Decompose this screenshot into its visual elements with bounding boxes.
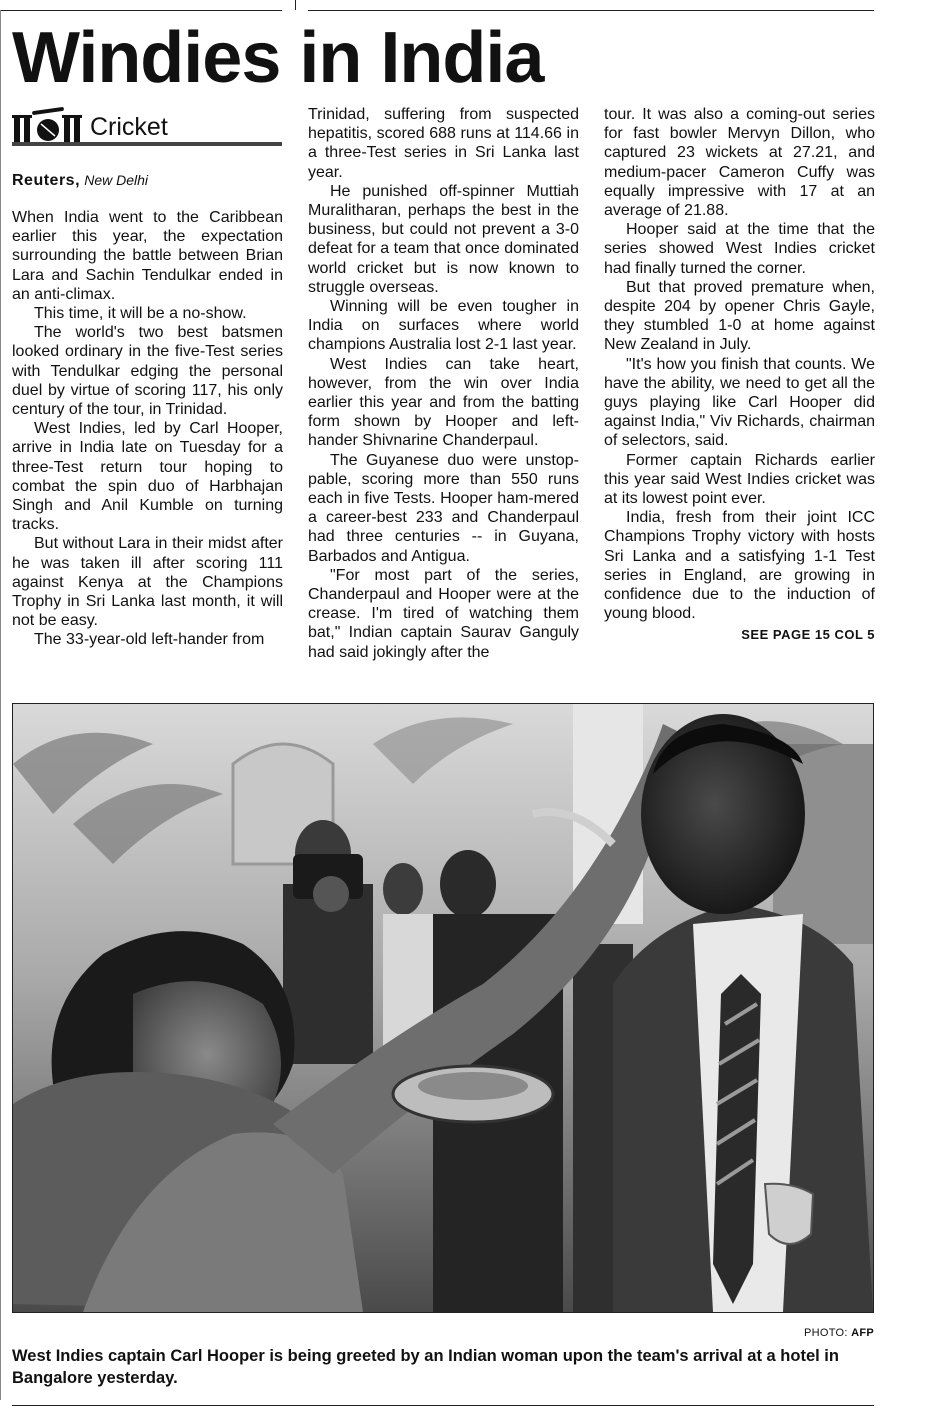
paragraph: Former captain Richards earlier this year said West Indies cricket was at its lowest point ever.: [604, 451, 875, 508]
paragraph: Hooper said at the time that the series showed West Indies cricket had finally turned the corner.: [604, 221, 875, 277]
paragraph: West Indies can take heart, however, from the win over India earlier this year and from the batting form shown by Hooper and left-hander Shivnarine Chanderpaul.: [308, 355, 579, 450]
paragraph: "For most part of the series, Chanderpaul and Hooper were at the crease. I'm tired of watching them bat," Indian captain Saurav Ganguly had said jokingly after the: [308, 566, 579, 661]
paragraph: He punished off-spinner Muttiah Muralitharan, perhaps the best in the business, but could not prevent a 3-0 defeat for a team that once dominated world cricket but is now known to struggle overseas.: [308, 182, 579, 296]
paragraph: "It's how you finish that counts. We have the ability, we need to get all the guys playing like Carl Hooper did against India," Viv Richards, chairman of selectors, said.: [604, 355, 875, 450]
section-label: Cricket: [90, 113, 168, 141]
paragraph: But without Lara in their midst after he was taken ill after scoring 111 against Kenya at the Champions Trophy in Sri Lanka last month, it will not be easy.: [12, 535, 283, 630]
byline: [12, 170, 148, 191]
section-tag: [12, 102, 282, 146]
bottom-rule: [12, 1405, 874, 1406]
byline-place: New Delhi: [84, 172, 149, 188]
paragraph: Trinidad, suffering from suspected hepatitis, scored 688 runs at 114.66 in a three-Test series in Sri Lanka last year.: [308, 106, 579, 181]
photo-credit: [804, 1327, 874, 1339]
paragraph: When India went to the Caribbean earlier this year, the expectation surrounding the battle between Brian Lara and Sachin Tendulkar ended in an anti-climax.: [12, 209, 283, 303]
continuation-note: SEE PAGE 15 COL 5: [741, 627, 875, 642]
photo-caption: West Indies captain Carl Hooper is being greeted by an Indian woman upon the team's arrival at a hotel in Bangalore yesterday.: [12, 1347, 839, 1387]
paragraph: But that proved premature when, despite 204 by opener Chris Gayle, they stumbled 1-0 at home against New Zealand in July.: [604, 278, 875, 354]
paragraph: The 33-year-old left-hander from: [34, 631, 265, 649]
paragraph: West Indies, led by Carl Hooper, arrive in India late on Tuesday for a three-Test return tour hoping to combat the spin duo of Harbhajan Singh and Anil Kumble on turning tracks.: [12, 420, 283, 534]
photo-credit-source: AFP: [851, 1327, 874, 1339]
byline-agency: Reuters,: [12, 172, 81, 189]
article-column-2: [308, 105, 579, 662]
cricket-stumps-icon: [12, 106, 84, 142]
photo-credit-label: PHOTO:: [803, 1327, 848, 1339]
top-rule-tick: [295, 0, 296, 10]
paragraph: The Guyanese duo were unstop-pable, scoring more than 550 runs each in five Tests. Hooper ham-mered a career-best 233 and Chanderpaul had three centuries -- in Guyana, Barbados and Antigua.: [308, 451, 579, 565]
top-rule-right: [308, 10, 874, 11]
paragraph: This time, it will be a no-show.: [34, 305, 247, 323]
photo-illustration: [13, 704, 873, 1312]
headline: Windies in India: [12, 18, 544, 98]
paragraph: tour. It was also a coming-out series for fast bowler Mervyn Dillon, who captured 23 wickets at 27.21, and medium-pacer Cameron Cuffy was equally impressive with 17 at an average of 21.88.: [604, 106, 875, 220]
paragraph: The world's two best batsmen looked ordinary in the five-Test series with Tendulkar edging the personal duel by virtue of scoring 117, his only century of the tour, in Trinidad.: [12, 324, 283, 419]
article-column-1: [12, 208, 283, 650]
top-rule-left: [0, 10, 282, 11]
news-photo: [12, 703, 874, 1313]
left-margin-rule: [0, 10, 1, 1400]
article-column-3: [604, 105, 875, 623]
paragraph: India, fresh from their joint ICC Champions Trophy victory with hosts Sri Lanka and a satisfying 1-1 Test series in England, are growing in confidence due to the induction of young blood.: [604, 509, 875, 623]
section-underline: [12, 142, 282, 146]
paragraph: Winning will be even tougher in India on surfaces where world champions Australia lost 2-1 last year.: [308, 298, 579, 354]
